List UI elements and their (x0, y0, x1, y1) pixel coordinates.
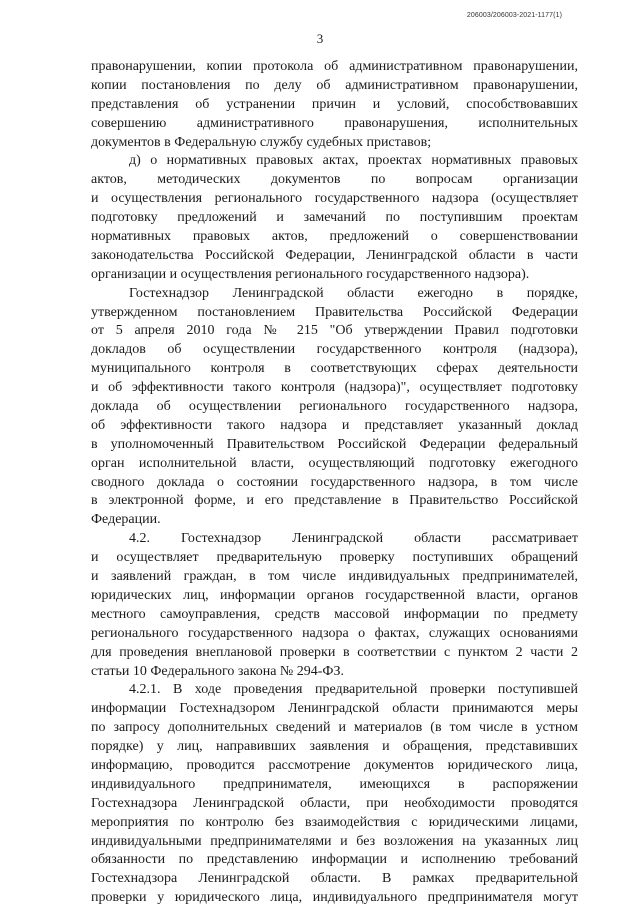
text-line: информации Гостехнадзором Ленинградской области принимаются меры (91, 701, 578, 717)
text-line: и осуществления регионального государственного надзора (осуществляет (91, 191, 578, 207)
text-line: совершению административного правонарушения, исполнительных (91, 115, 578, 131)
text-line: д) о нормативных правовых актах, проектах нормативных правовых (129, 153, 578, 169)
text-line: Гостехнадзор Ленинградской области ежегодно в порядке, (129, 285, 578, 301)
text-line: обязанности по представлению информации и исполнению требований (91, 852, 578, 868)
text-line: регионального государственного надзора о фактах, служащих основаниями (91, 625, 578, 641)
text-line: нормативных правовых актов, предложений о совершенствовании (91, 229, 578, 245)
text-line: докладов об осуществлении государственного контроля (надзора), (91, 342, 578, 358)
text-line: Гостехнадзора Ленинградской области, при необходимости проводятся (91, 795, 578, 811)
text-line: 4.2. Гостехнадзор Ленинградской области рассматривает (129, 531, 578, 547)
text-line: орган исполнительной власти, осуществляющий подготовку ежегодного (91, 455, 578, 471)
text-line: доклада об осуществлении регионального государственного надзора, (91, 399, 578, 415)
text-line: в электронной форме, и его представление в Правительство Российской (91, 493, 578, 509)
text-line: подготовку предложений и замечаний по поступившим проектам (91, 210, 578, 226)
text-line: и осуществляет предварительную проверку поступивших обращений (91, 550, 578, 566)
text-line: мероприятия по контролю без взаимодействия с юридическими лицами, (91, 814, 578, 830)
text-line: актов, методических документов по вопросам организации (91, 172, 578, 188)
text-line: об эффективности такого надзора и представляет указанный доклад (91, 417, 578, 433)
text-line: индивидуального предпринимателя, имеющихся в распоряжении (91, 776, 578, 792)
document-id: 206003/206003-2021-1177(1) (466, 12, 562, 19)
text-line: для проведения внеплановой проверки в соответствии с пунктом 2 части 2 (91, 644, 578, 660)
text-line: по запросу дополнительных сведений и материалов (в том числе в устном (91, 720, 578, 736)
text-line: 4.2.1. В ходе проведения предварительной проверки поступившей (129, 682, 578, 698)
text-line: Федерации. (91, 512, 161, 528)
text-line: правонарушении, копии протокола об административном правонарушении, (91, 59, 578, 74)
text-line: законодательства Российской Федерации, Ленинградской области в части (91, 247, 578, 263)
document-body (91, 58, 578, 908)
page-number: 3 (316, 31, 324, 46)
text-line: Гостехнадзора Ленинградской области. В рамках предварительной (91, 871, 578, 887)
text-line: от 5 апреля 2010 года № 215 "Об утверждении Правил подготовки (91, 323, 578, 339)
text-line: юридических лиц, информации органов государственной власти, органов (91, 587, 578, 603)
text-line: информацию, проводится рассмотрение документов юридического лица, (91, 757, 578, 773)
text-line: документов в Федеральную службу судебных приставов; (91, 134, 432, 150)
text-line: и об эффективности такого контроля (надзора)", осуществляет подготовку (91, 380, 578, 396)
text-line: утвержденном постановлением Правительства Российской Федерации (91, 304, 578, 320)
text-line: сводного доклада о состоянии государственного надзора, в том числе (91, 474, 578, 490)
text-line: и заявлений граждан, в том числе индивидуальных предпринимателей, (91, 569, 578, 585)
text-line: статьи 10 Федерального закона № 294-ФЗ. (91, 663, 345, 679)
text-line: местного самоуправления, средств массовой информации по предмету (91, 606, 578, 622)
text-line: представления об устранении причин и условий, способствовавших (91, 96, 578, 112)
text-line: проверки у юридического лица, индивидуального предпринимателя могут (91, 890, 578, 906)
text-line: копии постановления по делу об административном правонарушении, (91, 77, 578, 93)
text-line: в уполномоченный Правительством Российской Федерации федеральный (91, 436, 578, 452)
text-line: индивидуальными предпринимателями и без возложения на указанных лиц (91, 833, 578, 849)
text-line: порядке) у лиц, направивших заявления и обращения, представивших (91, 739, 578, 755)
text-line: организации и осуществления регионального государственного надзора). (91, 266, 530, 282)
text-line: муниципального контроля в соответствующих сферах деятельности (91, 361, 578, 377)
